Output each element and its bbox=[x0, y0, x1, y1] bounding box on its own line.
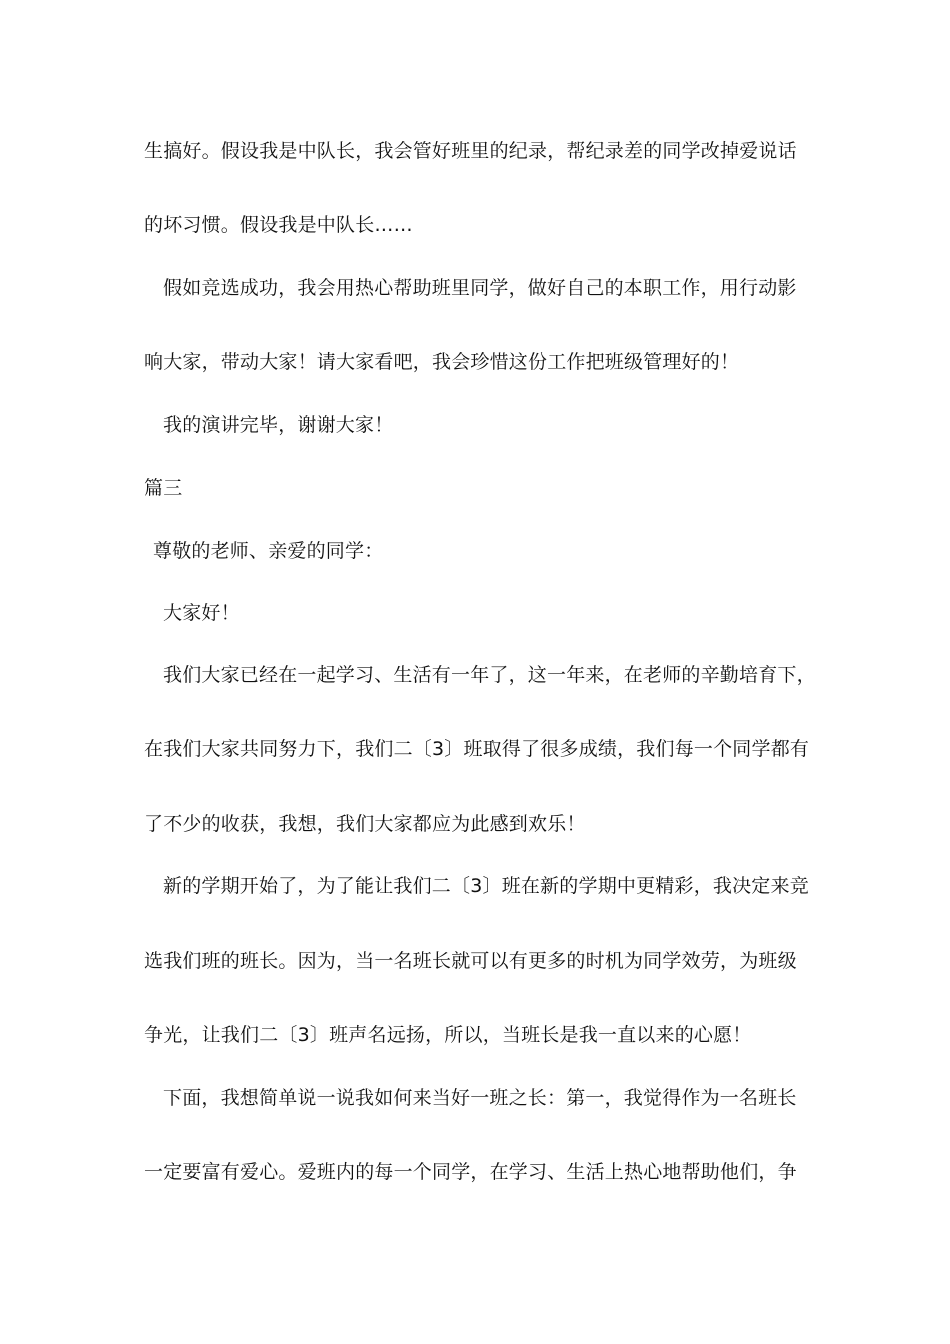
text-line-15: 下面，我想简单说一说我如何来当好一班之长：第一，我觉得作为一名班长 bbox=[163, 1087, 797, 1109]
section-heading: 篇三 bbox=[144, 477, 183, 499]
text-line-3: 假如竞选成功，我会用热心帮助班里同学，做好自己的本职工作，用行动影 bbox=[163, 277, 797, 299]
salutation: 尊敬的老师、亲爱的同学： bbox=[153, 540, 384, 562]
text-line-1: 生搞好。假设我是中队长，我会管好班里的纪录，帮纪录差的同学改掉爱说话 bbox=[144, 140, 797, 162]
text-line-11: 了不少的收获，我想，我们大家都应为此感到欢乐！ bbox=[144, 813, 586, 835]
text-line-5: 我的演讲完毕，谢谢大家！ bbox=[163, 414, 394, 436]
text-line-12: 新的学期开始了，为了能让我们二〔3〕班在新的学期中更精彩，我决定来竞 bbox=[163, 875, 809, 897]
text-line-4: 响大家，带动大家！请大家看吧，我会珍惜这份工作把班级管理好的！ bbox=[144, 351, 740, 373]
greeting: 大家好！ bbox=[163, 602, 240, 624]
text-line-9: 我们大家已经在一起学习、生活有一年了，这一年来，在老师的辛勤培育下， bbox=[163, 664, 816, 686]
text-line-16: 一定要富有爱心。爱班内的每一个同学，在学习、生活上热心地帮助他们，争 bbox=[144, 1161, 797, 1183]
text-line-14: 争光，让我们二〔3〕班声名远扬，所以，当班长是我一直以来的心愿！ bbox=[144, 1024, 752, 1046]
text-line-2: 的坏习惯。假设我是中队长…… bbox=[144, 214, 413, 236]
text-line-10: 在我们大家共同努力下，我们二〔3〕班取得了很多成绩，我们每一个同学都有 bbox=[144, 738, 810, 760]
text-line-13: 选我们班的班长。因为，当一名班长就可以有更多的时机为同学效劳，为班级 bbox=[144, 950, 797, 972]
